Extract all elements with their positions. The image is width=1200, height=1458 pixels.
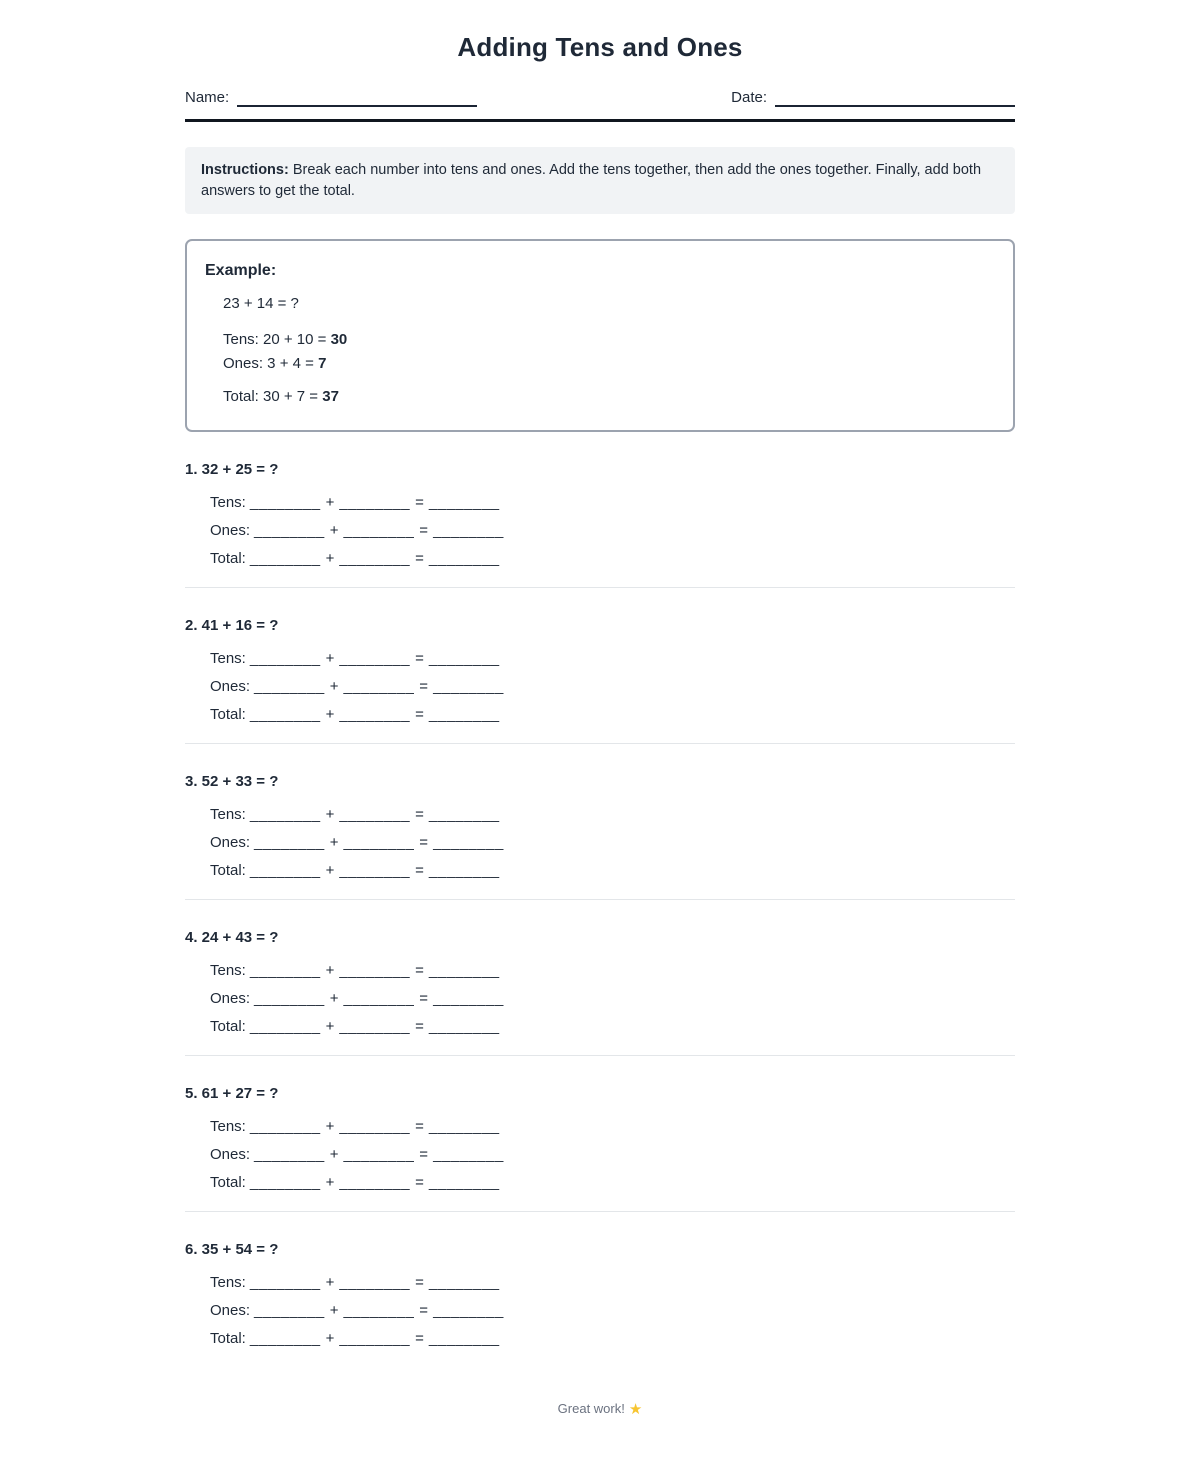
blank-line: ________ [428, 962, 500, 980]
plus-sign: + [325, 1330, 335, 1348]
equals-sign: = [419, 678, 429, 696]
ones-label: Ones: [210, 834, 251, 852]
example-ones-result: 7 [318, 355, 327, 373]
total-row [210, 1017, 1015, 1036]
equals-sign: = [415, 706, 424, 724]
problem-divider [185, 1211, 1015, 1212]
ones-row [210, 1301, 1015, 1320]
tens-row [210, 961, 1015, 980]
blank-line: ________ [428, 806, 500, 824]
blank-line: ________ [428, 1118, 500, 1136]
total-row [210, 549, 1015, 568]
blank-line: ________ [249, 1274, 321, 1292]
example-total-prefix: Total: 30 + 7 = [223, 388, 323, 406]
blank-line: ________ [254, 522, 325, 540]
plus-sign: + [325, 1118, 335, 1136]
plus-sign: + [329, 678, 339, 696]
plus-sign: + [325, 494, 335, 512]
blank-line: ________ [249, 1174, 321, 1192]
example-heading: Example: [205, 262, 277, 280]
instructions-text: Break each number into tens and ones. Add the tens together, then add the ones together. Finally, add both answers to get the total. [201, 162, 982, 199]
blank-line: ________ [339, 650, 411, 668]
total-label: Total: [210, 550, 246, 568]
total-row [210, 1329, 1015, 1348]
problem-divider [185, 743, 1015, 744]
blank-line: ________ [428, 1330, 500, 1348]
tens-label: Tens: [210, 494, 246, 512]
problem-block [185, 1084, 1015, 1212]
name-date-row [185, 89, 1015, 107]
tens-row [210, 805, 1015, 824]
blank-line: ________ [249, 1018, 321, 1036]
example-ones-line [223, 354, 995, 373]
blank-line: ________ [249, 806, 321, 824]
equals-sign: = [415, 1330, 424, 1348]
blank-line: ________ [339, 1274, 411, 1292]
plus-sign: + [329, 1146, 339, 1164]
blank-line: ________ [428, 1174, 500, 1192]
problem-block [185, 928, 1015, 1056]
plus-sign: + [325, 1174, 335, 1192]
problem-title: 2. 41 + 16 = ? [185, 617, 279, 635]
blank-line: ________ [339, 1330, 411, 1348]
problem-block [185, 460, 1015, 588]
tens-label: Tens: [210, 1118, 246, 1136]
equals-sign: = [415, 1118, 424, 1136]
blank-line: ________ [433, 522, 504, 540]
total-row [210, 705, 1015, 724]
tens-row [210, 649, 1015, 668]
blank-line: ________ [433, 1146, 504, 1164]
problem-divider [185, 1055, 1015, 1056]
plus-sign: + [329, 1302, 339, 1320]
plus-sign: + [325, 962, 335, 980]
total-label: Total: [210, 1330, 246, 1348]
blank-line: ________ [339, 1118, 411, 1136]
problem-block [185, 1240, 1015, 1348]
blank-line: ________ [428, 550, 500, 568]
ones-row [210, 989, 1015, 1008]
blank-line: ________ [249, 862, 321, 880]
tens-label: Tens: [210, 650, 246, 668]
blank-line: ________ [254, 1302, 325, 1320]
ones-label: Ones: [210, 1146, 251, 1164]
blank-line: ________ [343, 522, 415, 540]
ones-label: Ones: [210, 990, 251, 1008]
blank-line: ________ [254, 990, 325, 1008]
header-rule [185, 119, 1015, 122]
problem-title: 1. 32 + 25 = ? [185, 461, 279, 479]
problem-title: 4. 24 + 43 = ? [185, 929, 279, 947]
plus-sign: + [325, 1018, 335, 1036]
plus-sign: + [325, 862, 335, 880]
equals-sign: = [415, 1274, 424, 1292]
ones-label: Ones: [210, 522, 251, 540]
total-row [210, 861, 1015, 880]
problem-title: 6. 35 + 54 = ? [185, 1241, 279, 1259]
instructions-box [185, 147, 1015, 214]
blank-line: ________ [254, 834, 325, 852]
problem-block [185, 772, 1015, 900]
plus-sign: + [325, 806, 335, 824]
example-tens-prefix: Tens: 20 + 10 = [223, 331, 331, 349]
tens-label: Tens: [210, 1274, 246, 1292]
plus-sign: + [329, 990, 339, 1008]
equals-sign: = [415, 550, 424, 568]
example-total-line [223, 387, 995, 406]
name-field-group [185, 89, 477, 107]
total-label: Total: [210, 1174, 246, 1192]
equals-sign: = [419, 522, 429, 540]
ones-row [210, 833, 1015, 852]
blank-line: ________ [428, 494, 500, 512]
blank-line: ________ [433, 1302, 504, 1320]
blank-line: ________ [249, 550, 321, 568]
footer-text: Great work! [557, 1401, 625, 1417]
blank-line: ________ [428, 862, 500, 880]
ones-row [210, 521, 1015, 540]
plus-sign: + [325, 650, 335, 668]
blank-line: ________ [428, 650, 500, 668]
blank-line: ________ [254, 678, 325, 696]
plus-sign: + [329, 522, 339, 540]
instructions-label: Instructions: [201, 162, 289, 178]
blank-line: ________ [249, 1330, 321, 1348]
blank-line: ________ [343, 678, 415, 696]
star-icon: ★ [628, 1401, 643, 1419]
blank-line: ________ [249, 962, 321, 980]
ones-label: Ones: [210, 1302, 251, 1320]
blank-line: ________ [249, 1118, 321, 1136]
ones-row [210, 677, 1015, 696]
example-equation: 23 + 14 = ? [223, 295, 299, 313]
problem-divider [185, 899, 1015, 900]
equals-sign: = [415, 806, 424, 824]
equals-sign: = [419, 1146, 429, 1164]
blank-line: ________ [339, 706, 411, 724]
problem-block [185, 616, 1015, 744]
equals-sign: = [415, 1174, 424, 1192]
blank-line: ________ [343, 990, 415, 1008]
total-label: Total: [210, 862, 246, 880]
blank-line: ________ [254, 1146, 325, 1164]
problem-title: 3. 52 + 33 = ? [185, 773, 279, 791]
blank-line: ________ [249, 494, 321, 512]
tens-label: Tens: [210, 806, 246, 824]
plus-sign: + [325, 550, 335, 568]
blank-line: ________ [428, 706, 500, 724]
total-row [210, 1173, 1015, 1192]
equals-sign: = [415, 862, 424, 880]
example-total-result: 37 [322, 388, 339, 406]
worksheet-page [185, 0, 1015, 1458]
blank-line: ________ [433, 678, 504, 696]
blank-line: ________ [339, 862, 411, 880]
blank-line: ________ [433, 834, 504, 852]
blank-line: ________ [433, 990, 504, 1008]
problem-divider [185, 587, 1015, 588]
name-blank-line [237, 93, 477, 107]
blank-line: ________ [249, 650, 321, 668]
blank-line: ________ [343, 1146, 415, 1164]
date-field-group [731, 89, 1015, 107]
problem-title: 5. 61 + 27 = ? [185, 1085, 279, 1103]
blank-line: ________ [339, 1018, 411, 1036]
tens-label: Tens: [210, 962, 246, 980]
ones-label: Ones: [210, 678, 251, 696]
example-tens-line [223, 330, 995, 349]
blank-line: ________ [428, 1274, 500, 1292]
tens-row [210, 1273, 1015, 1292]
blank-line: ________ [339, 1174, 411, 1192]
example-tens-result: 30 [330, 331, 348, 349]
equals-sign: = [415, 650, 424, 668]
tens-row [210, 493, 1015, 512]
date-label: Date: [731, 89, 767, 106]
example-box [185, 239, 1015, 432]
date-blank-line [775, 93, 1015, 107]
ones-row [210, 1145, 1015, 1164]
footer [185, 1400, 1015, 1458]
plus-sign: + [329, 834, 339, 852]
equals-sign: = [419, 990, 429, 1008]
blank-line: ________ [339, 806, 411, 824]
equals-sign: = [415, 1018, 424, 1036]
plus-sign: + [325, 1274, 335, 1292]
equals-sign: = [419, 1302, 429, 1320]
total-label: Total: [210, 706, 246, 724]
equals-sign: = [415, 494, 424, 512]
tens-row [210, 1117, 1015, 1136]
blank-line: ________ [339, 550, 411, 568]
problems-list [185, 460, 1015, 1348]
equals-sign: = [415, 962, 424, 980]
blank-line: ________ [339, 962, 411, 980]
example-ones-prefix: Ones: 3 + 4 = [223, 355, 319, 373]
total-label: Total: [210, 1018, 246, 1036]
blank-line: ________ [343, 834, 415, 852]
blank-line: ________ [249, 706, 321, 724]
plus-sign: + [325, 706, 335, 724]
blank-line: ________ [343, 1302, 415, 1320]
blank-line: ________ [428, 1018, 500, 1036]
equals-sign: = [419, 834, 429, 852]
page-title: Adding Tens and Ones [457, 32, 743, 62]
name-label: Name: [185, 89, 230, 106]
blank-line: ________ [339, 494, 411, 512]
